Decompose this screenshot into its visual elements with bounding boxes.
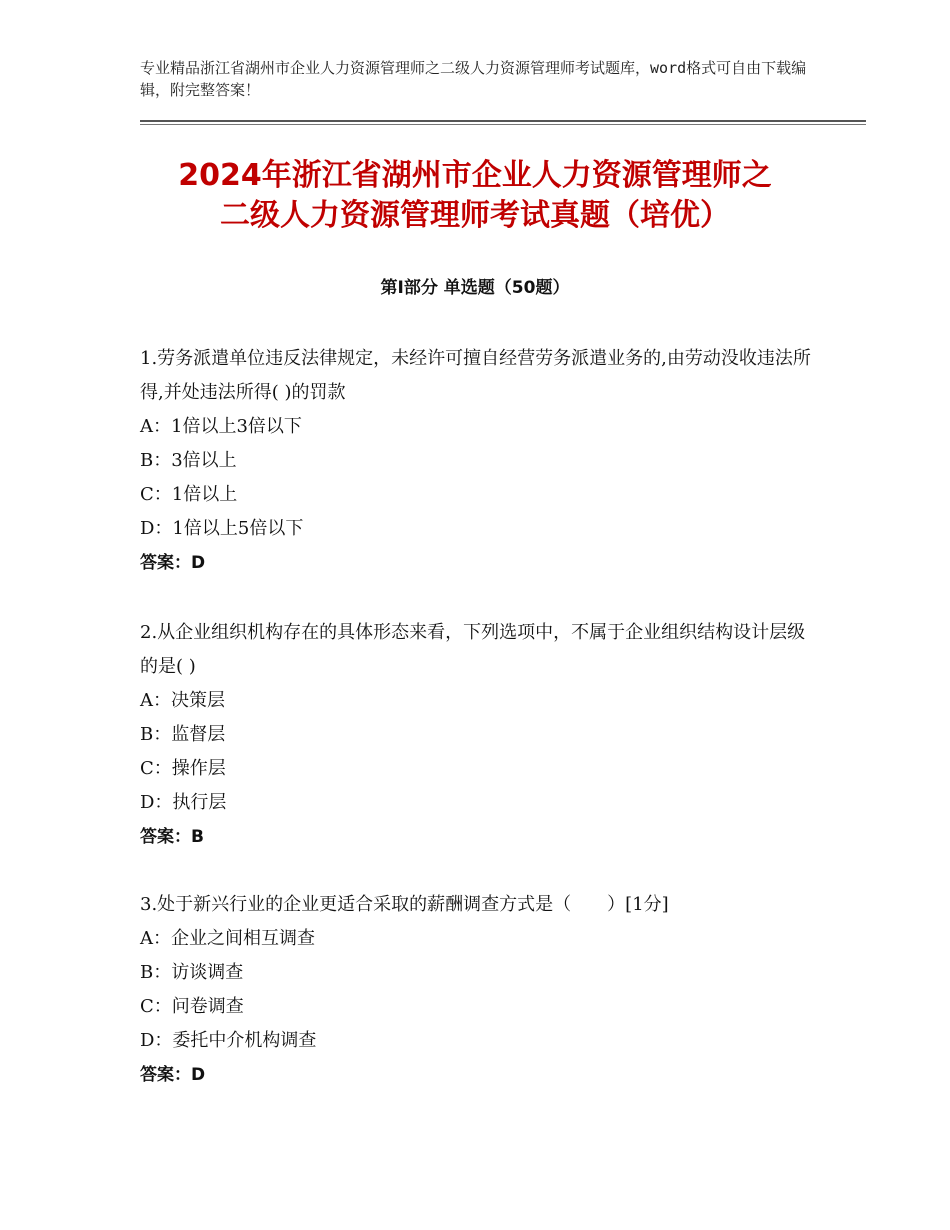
question-answer: 答案：D bbox=[140, 1065, 206, 1085]
question-answer: 答案：B bbox=[140, 827, 204, 847]
question-option-b: B：监督层 bbox=[140, 724, 226, 745]
question-1 bbox=[140, 342, 820, 580]
question-option-d: D：执行层 bbox=[140, 792, 227, 813]
document-title bbox=[100, 156, 850, 236]
question-stem: 1.劳务派遣单位违反法律规定，未经许可擅自经营劳务派遣业务的,由劳动没收违法所得,并处违法所得( )的罚款 bbox=[140, 348, 811, 403]
question-option-d: D：1倍以上5倍以下 bbox=[140, 518, 304, 539]
header-divider-thick bbox=[140, 120, 866, 122]
question-option-a: A：决策层 bbox=[140, 690, 225, 711]
question-option-b: B：访谈调查 bbox=[140, 962, 244, 983]
question-option-c: C：问卷调查 bbox=[140, 996, 244, 1017]
question-option-c: C：操作层 bbox=[140, 758, 226, 779]
document-title-line-1: 2024年浙江省湖州市企业人力资源管理师之 bbox=[178, 158, 772, 193]
question-stem: 3.处于新兴行业的企业更适合采取的薪酬调查方式是（ ）[1分] bbox=[140, 894, 669, 915]
question-option-a: A：1倍以上3倍以下 bbox=[140, 416, 302, 437]
question-3 bbox=[140, 888, 820, 1092]
question-option-a: A：企业之间相互调查 bbox=[140, 928, 315, 949]
question-answer: 答案：D bbox=[140, 553, 206, 573]
question-option-d: D：委托中介机构调查 bbox=[140, 1030, 317, 1051]
section-heading: 第Ⅰ部分 单选题（50题） bbox=[380, 278, 570, 298]
document-title-line-2: 二级人力资源管理师考试真题（培优） bbox=[220, 198, 730, 233]
header-divider-thin bbox=[140, 124, 866, 125]
question-2 bbox=[140, 616, 820, 854]
question-stem: 2.从企业组织机构存在的具体形态来看，下列选项中，不属于企业组织结构设计层级的是( ) bbox=[140, 622, 806, 677]
question-option-b: B：3倍以上 bbox=[140, 450, 237, 471]
header-note: 专业精品浙江省湖州市企业人力资源管理师之二级人力资源管理师考试题库，word格式可自由下载编辑，附完整答案！ bbox=[140, 59, 807, 99]
question-option-c: C：1倍以上 bbox=[140, 484, 238, 505]
